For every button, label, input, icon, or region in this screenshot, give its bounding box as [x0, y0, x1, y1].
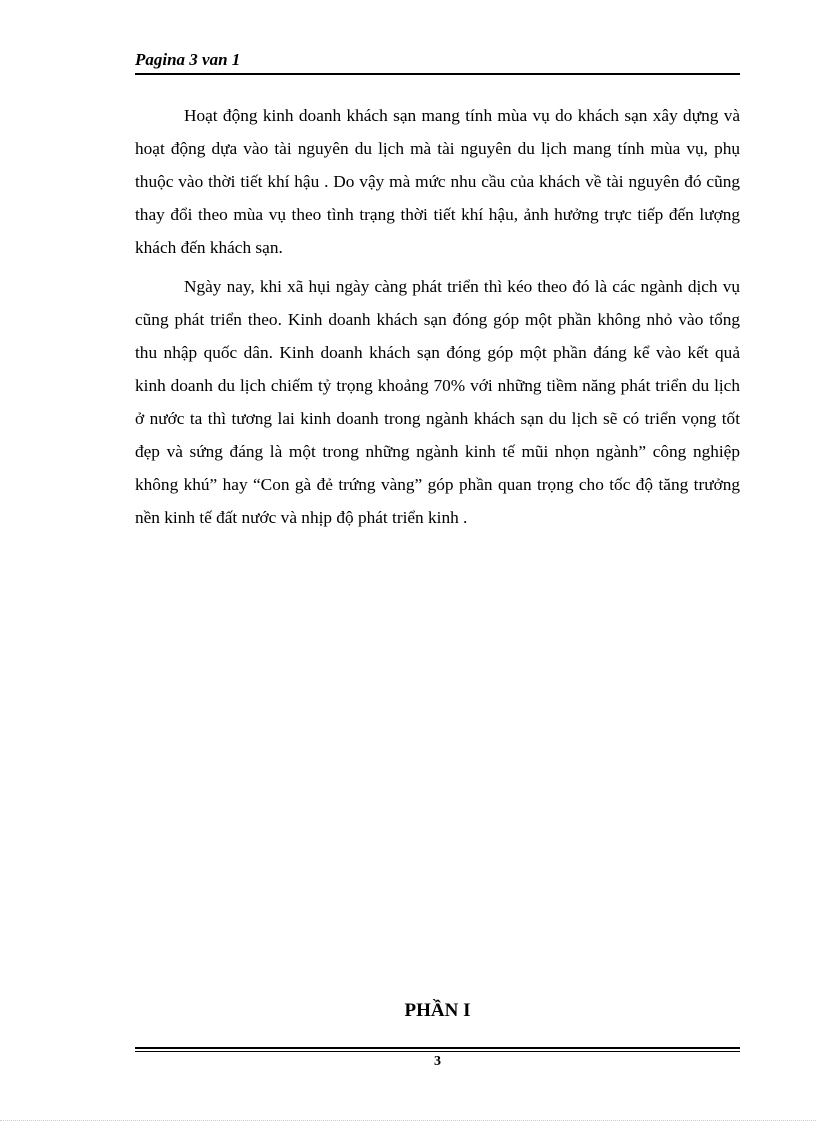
- section-title: PHẦN I: [404, 1000, 471, 1021]
- paragraph: Hoạt động kinh doanh khách sạn mang tính mùa vụ do khách sạn xây dựng và hoạt động dựa vào tài nguyên du lịch mà tài nguyên du lịch mang tính mùa vụ, phụ thuộc vào thời tiết khí hậu . Do vậy mà mức nhu cầu của khách về tài nguyên đó cũng thay đổi theo mùa vụ theo tình trạng thời tiết khí hậu, ảnh hưởng trực tiếp đến lượng khách đến khách sạn.: [135, 106, 740, 257]
- header-title: Pagina 3 van 1: [135, 50, 241, 69]
- page-bottom-edge: [0, 1120, 816, 1121]
- page-header: [135, 49, 740, 75]
- footer-divider: [135, 1047, 740, 1052]
- paragraph: Ngày nay, khi xã hụi ngày càng phát triển thì kéo theo đó là các ngành dịch vụ cũng phát triển theo. Kinh doanh khách sạn đóng góp một phần không nhỏ vào tổng thu nhập quốc dân. Kinh doanh khách sạn đóng góp một phần đáng kể vào kết quả kinh doanh du lịch chiếm tỷ trọng khoảng 70% với những tiềm năng phát triển du lịch ở nước ta thì tương lai kinh doanh trong ngành khách sạn du lịch sẽ có triển vọng tốt đẹp và sứng đáng là một trong những ngành kinh tế mũi nhọn ngành” công nghiệp không khú” hay “Con gà đẻ trứng vàng” góp phần quan trọng cho tốc độ tăng trưởng nền kinh tế đất nước và nhịp độ phát triển kinh .: [135, 277, 740, 527]
- page-number: 3: [434, 1054, 441, 1069]
- document-body: [135, 99, 740, 540]
